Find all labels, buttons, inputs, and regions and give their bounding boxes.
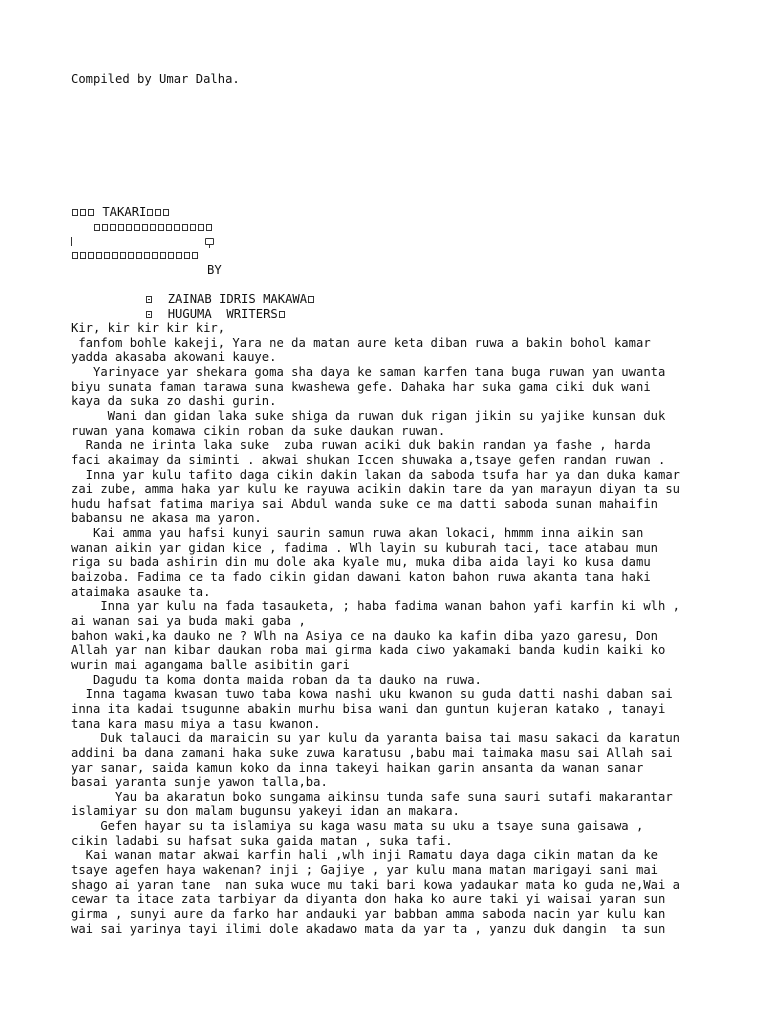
glyph-box-icon [147,209,153,216]
glyph-box-icon [146,296,152,303]
glyph-box-icon [184,252,190,259]
body-line: tsaye agefen haya wakenan? inji ; Gajiye , yar kulu mana matan marigayi sani mai [71,863,658,878]
body-line: shago ai yaran tane nan suka wuce mu taki bari kowa yadaukar mata ko guda ne,Wai a [71,877,681,892]
glyph-box-icon [146,311,152,318]
story-title: TAKARI [102,205,147,219]
glyph-box-icon [308,296,314,303]
body-line: hudu hafsat fatima mariya sai Abdul wanda suke ce ma datti saboda sunan mahaifin [71,496,658,511]
body-line: Kai wanan matar akwai karfin hali ,wlh inji Ramatu daya daga cikin matan da ke [71,848,658,863]
body-line: ai wanan sai ya buda maki gaba , [71,614,306,628]
glyph-box-icon [174,224,180,231]
byline: BY [207,263,222,277]
body-line: biyu sunata faman tarawa suna kwashewa gefe. Dahaka har suka gama ciki duk wani [71,379,651,394]
glyph-box-icon [198,224,204,231]
body-line: baizoba. Fadima ce ta fado cikin gidan dawani katon bahon ruwa akanta tana haki [71,570,651,585]
body-line: Kir, kir kir kir kir, [71,321,226,335]
glyph-box-icon [80,209,86,216]
glyph-box-icon [152,252,158,259]
glyph-box-icon [120,252,126,259]
body-line: inna ita kadai tsugunne abakin murhu bisa wani dan guntun kujeran katako , tanayi [71,701,666,716]
glyph-box-icon [118,224,124,231]
body-line: faci akaimay da siminti . akwai shukan Iccen shuwaka a,tsaye gefen randan ruwan . [71,452,666,467]
glyph-box-icon [80,252,86,259]
glyph-box-icon [72,209,78,216]
body-line: ataimaka asauke ta. [71,584,211,599]
body-line: basai yaranta sunje yawon talla,ba. [71,775,328,790]
glyph-box-icon [158,224,164,231]
body-line: Kai amma yau hafsi kunyi saurin samun ruwa akan lokaci, hmmm inna aikin san [71,526,644,541]
body-line: riga su bada ashirin din mu dole aka kyale mu, muka diba aida layi ko kusa damu [71,555,651,570]
glyph-box-row [93,220,213,234]
body-line: Yau ba akaratun boko sungama aikinsu tunda safe suna sauri sutafi makarantar [71,789,673,804]
glyph-box-icon [176,252,182,259]
glyph-box-icon [182,224,188,231]
glyph-box-icon [94,224,100,231]
body-line: bahon waki,ka dauko ne ? Wlh na Asiya ce na dauko ka kafin diba yazo garesu, Don [71,628,658,643]
glyph-box-icon [190,224,196,231]
body-line: Inna yar kulu na fada tasauketa, ; haba fadima wanan bahon yafi karfin ki wlh , [71,599,681,614]
body-line: Yarinyace yar shekara goma sha daya ke saman karfen tana buga ruwan yan uwanta [71,364,666,379]
body-line: Duk talauci da maraicin su yar kulu da yaranta baisa tai masu sakaci da karatun [71,731,681,746]
body-line: addini ba dana zamani haka suke zuwa karatusu ,babu mai taimaka masu sai Allah sai [71,745,673,760]
glyph-box-icon [144,252,150,259]
writers-group: HUGUMA WRITERS [167,307,278,321]
body-line: wurin mai agangama balle asibitin gari [71,657,350,672]
glyph-box-row [71,248,199,262]
glyph-box-icon [128,252,134,259]
body-line: wai sai yarinya tayi ilimi dole akadawo mata da yar ta , yanzu duk dangin ta sun [71,921,666,936]
author-name: ZAINAB IDRIS MAKAWA [167,292,308,306]
body-line: Randa ne irinta laka suke zuba ruwan aciki duk bakin randan ya fashe , harda [71,438,651,453]
body-line: Inna tagama kwasan tuwo taba kowa nashi uku kwanon su guda datti nashi daban sai [71,687,673,702]
body-line: Inna yar kulu tafito daga cikin dakin lakan da saboda tsufa har ya dan duka kamar [71,467,681,482]
glyph-box-icon [168,252,174,259]
glyph-box-icon [206,224,212,231]
glyph-box-icon [155,209,161,216]
glyph-box-icon [112,252,118,259]
body-line: yar sanar, saida kamun koko da inna takeyi haikan garin ansanta da wanan sanar [71,760,644,775]
body-line: Allah yar nan kibar daukan roba mai girma kada ciwo yakamaki banda kudin kaiki ko [71,643,666,658]
body-line: Gefen hayar su ta islamiya su kaga wasu mata su uku a tsaye suna gaisawa , [71,819,644,834]
glyph-box-icon [134,224,140,231]
glyph-box-icon [104,252,110,259]
body-line: kaya da suka zo dashi gurin. [71,394,277,409]
compiled-by-line: Compiled by Umar Dalha. [71,72,240,86]
body-line: babansu ne akasa ma yaron. [71,511,262,526]
body-line: cewar ta itace zata tarbiyar da diyanta don haka ko aure taki yi waisai yaran sun [71,892,666,907]
glyph-box-icon [166,224,172,231]
glyph-box-icon [142,224,148,231]
glyph-box-icon [88,252,94,259]
glyph-box-icon [72,252,78,259]
glyph-box-icon [163,209,169,216]
body-line: islamiyar su don malam bugunsu yakeyi idan an makara. [71,804,460,819]
body-line: Dagudu ta koma donta maida roban da ta dauko na ruwa. [71,672,482,687]
body-line: Wani dan gidan laka suke shiga da ruwan duk rigan jikin su yajike kunsan duk [71,408,666,423]
glyph-box-icon [110,224,116,231]
glyph-box-row [205,234,214,248]
glyph-box-icon [96,252,102,259]
body-line: girma , sunyi aure da farko har andauki yar babban amma saboda nacin yar kulu kan [71,907,666,921]
body-line: zai zube, amma haka yar kulu ke rayuwa acikin dakin tare da yan marayun diyan ta su [71,482,681,497]
body-line: cikin ladabi su hafsat suka gaida matan , suka tafi. [71,833,453,848]
glyph-box-icon [279,311,285,318]
glyph-box-icon [88,209,94,216]
glyph-box-icon [192,252,198,259]
glyph-box-row [71,234,72,248]
author-line [145,292,315,306]
body-line: fanfom bohle kakeji, Yara ne da matan aure keta diban ruwa a bakin bohol kamar [71,335,651,350]
glyph-box-icon [150,224,156,231]
body-line: yadda akasaba akowani kauye. [71,350,277,365]
glyph-box-icon [102,224,108,231]
glyph-box-icon [126,224,132,231]
group-line [145,307,286,321]
body-line: wanan aikin yar gidan kice , fadima . Wlh layin su kuburah taci, tace atabau mun [71,540,658,555]
title-line [71,205,170,219]
vertical-bar-icon [71,237,72,246]
speech-bubble-icon [205,238,214,245]
glyph-box-icon [160,252,166,259]
glyph-box-icon [136,252,142,259]
body-line: tana kara masu miya a tasu kwanon. [71,716,321,731]
body-line: ruwan yana komawa cikin roban da suke daukan ruwan. [71,423,446,438]
